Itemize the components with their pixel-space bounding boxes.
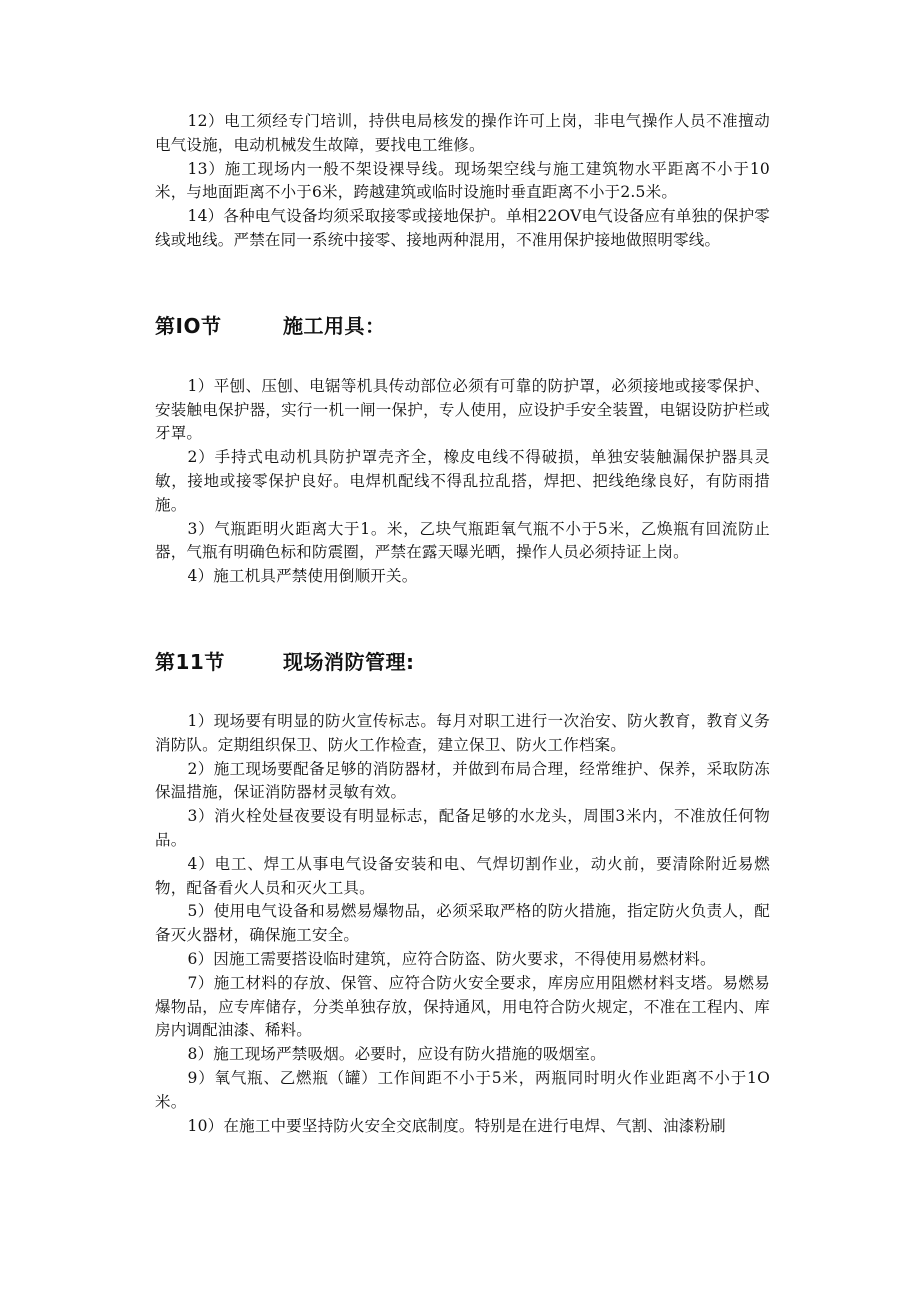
section-heading — [155, 648, 770, 676]
paragraph: 4）电工、焊工从事电气设备安装和电、气焊切割作业，动火前，要清除附近易燃物，配备看火人员和灭火工具。 — [155, 854, 770, 897]
paragraph: 5）使用电气设备和易燃易爆物品，必须采取严格的防火措施，指定防火负责人，配备灭火器材，确保施工安全。 — [155, 902, 770, 945]
paragraph: 14）各种电气设备均须采取接零或接地保护。单相22OV电气设备应有单独的保护零线或地线。严禁在同一系统中接零、接地两种混用，不准用保护接地做照明零线。 — [155, 207, 770, 249]
paragraph: 1）现场要有明显的防火宣传标志。每月对职工进行一次治安、防火教育，教育义务消防队。定期组织保卫、防火工作检查，建立保卫、防火工作档案。 — [155, 711, 770, 754]
paragraph: 3）气瓶距明火距离大于1。米，乙块气瓶距氧气瓶不小于5米，乙焕瓶有回流防止器，气瓶有明确色标和防震圈，严禁在露天曝光晒，操作人员必须持证上岗。 — [155, 519, 770, 562]
paragraph: 7）施工材料的存放、保管、应符合防火安全要求，库房应用阻燃材料支塔。易燃易爆物品，应专库储存，分类单独存放，保持通风，用电符合防火规定，不准在工程内、库房内调配油漆、稀料。 — [155, 973, 770, 1040]
paragraph: 12）电工须经专门培训，持供电局核发的操作许可上岗，非电气操作人员不准擅动电气设施，电动机械发生故障，要找电工维修。 — [155, 112, 770, 154]
paragraph: 8）施工现场严禁吸烟。必要时，应设有防火措施的吸烟室。 — [187, 1045, 606, 1064]
paragraph: 6）因施工需要搭设临时建筑，应符合防盗、防火要求，不得使用易燃材料。 — [187, 949, 716, 968]
paragraph: 4）施工机具严禁使用倒顺开关。 — [187, 567, 418, 586]
paragraph: 2）施工现场要配备足够的消防器材，并做到布局合理，经常维护、保养，采取防冻保温措施，保证消防器材灵敏有效。 — [155, 759, 770, 802]
paragraph: 10）在施工中要坚持防火安全交底制度。特别是在进行电焊、气割、油漆粉刷 — [187, 1116, 726, 1135]
section-title: 施工用具： — [283, 313, 386, 338]
section-heading — [155, 312, 770, 340]
section-title: 现场消防管理: — [283, 649, 415, 674]
paragraph: 9）氧气瓶、乙燃瓶（罐）工作间距不小于5米，两瓶同时明火作业距离不小于1O米。 — [155, 1068, 770, 1111]
paragraph: 13）施工现场内一般不架设裸导线。现场架空线与施工建筑物水平距离不小于10米，与地面距离不小于6米，跨越建筑或临时设施时垂直距离不小于2.5米。 — [155, 159, 770, 202]
section-number: 第11节 — [155, 649, 225, 674]
document-page — [155, 110, 770, 1138]
paragraph: 2）手持式电动机具防护罩壳齐全，橡皮电线不得破损，单独安装触漏保护器具灵敏，接地或接零保护良好。电焊机配线不得乱拉乱搭，焊把、把线绝缘良好，有防雨措施。 — [155, 448, 770, 514]
section-number: 第IO节 — [155, 313, 222, 338]
paragraph: 3）消火栓处昼夜要设有明显标志，配备足够的水龙头，周围3米内，不准放任何物品。 — [155, 807, 770, 849]
paragraph: 1）平刨、压刨、电锯等机具传动部位必须有可靠的防护罩，必须接地或接零保护、安装触电保护器，实行一机一闸一保护，专人使用，应设护手安全装置，电锯设防护栏或牙罩。 — [155, 376, 770, 443]
